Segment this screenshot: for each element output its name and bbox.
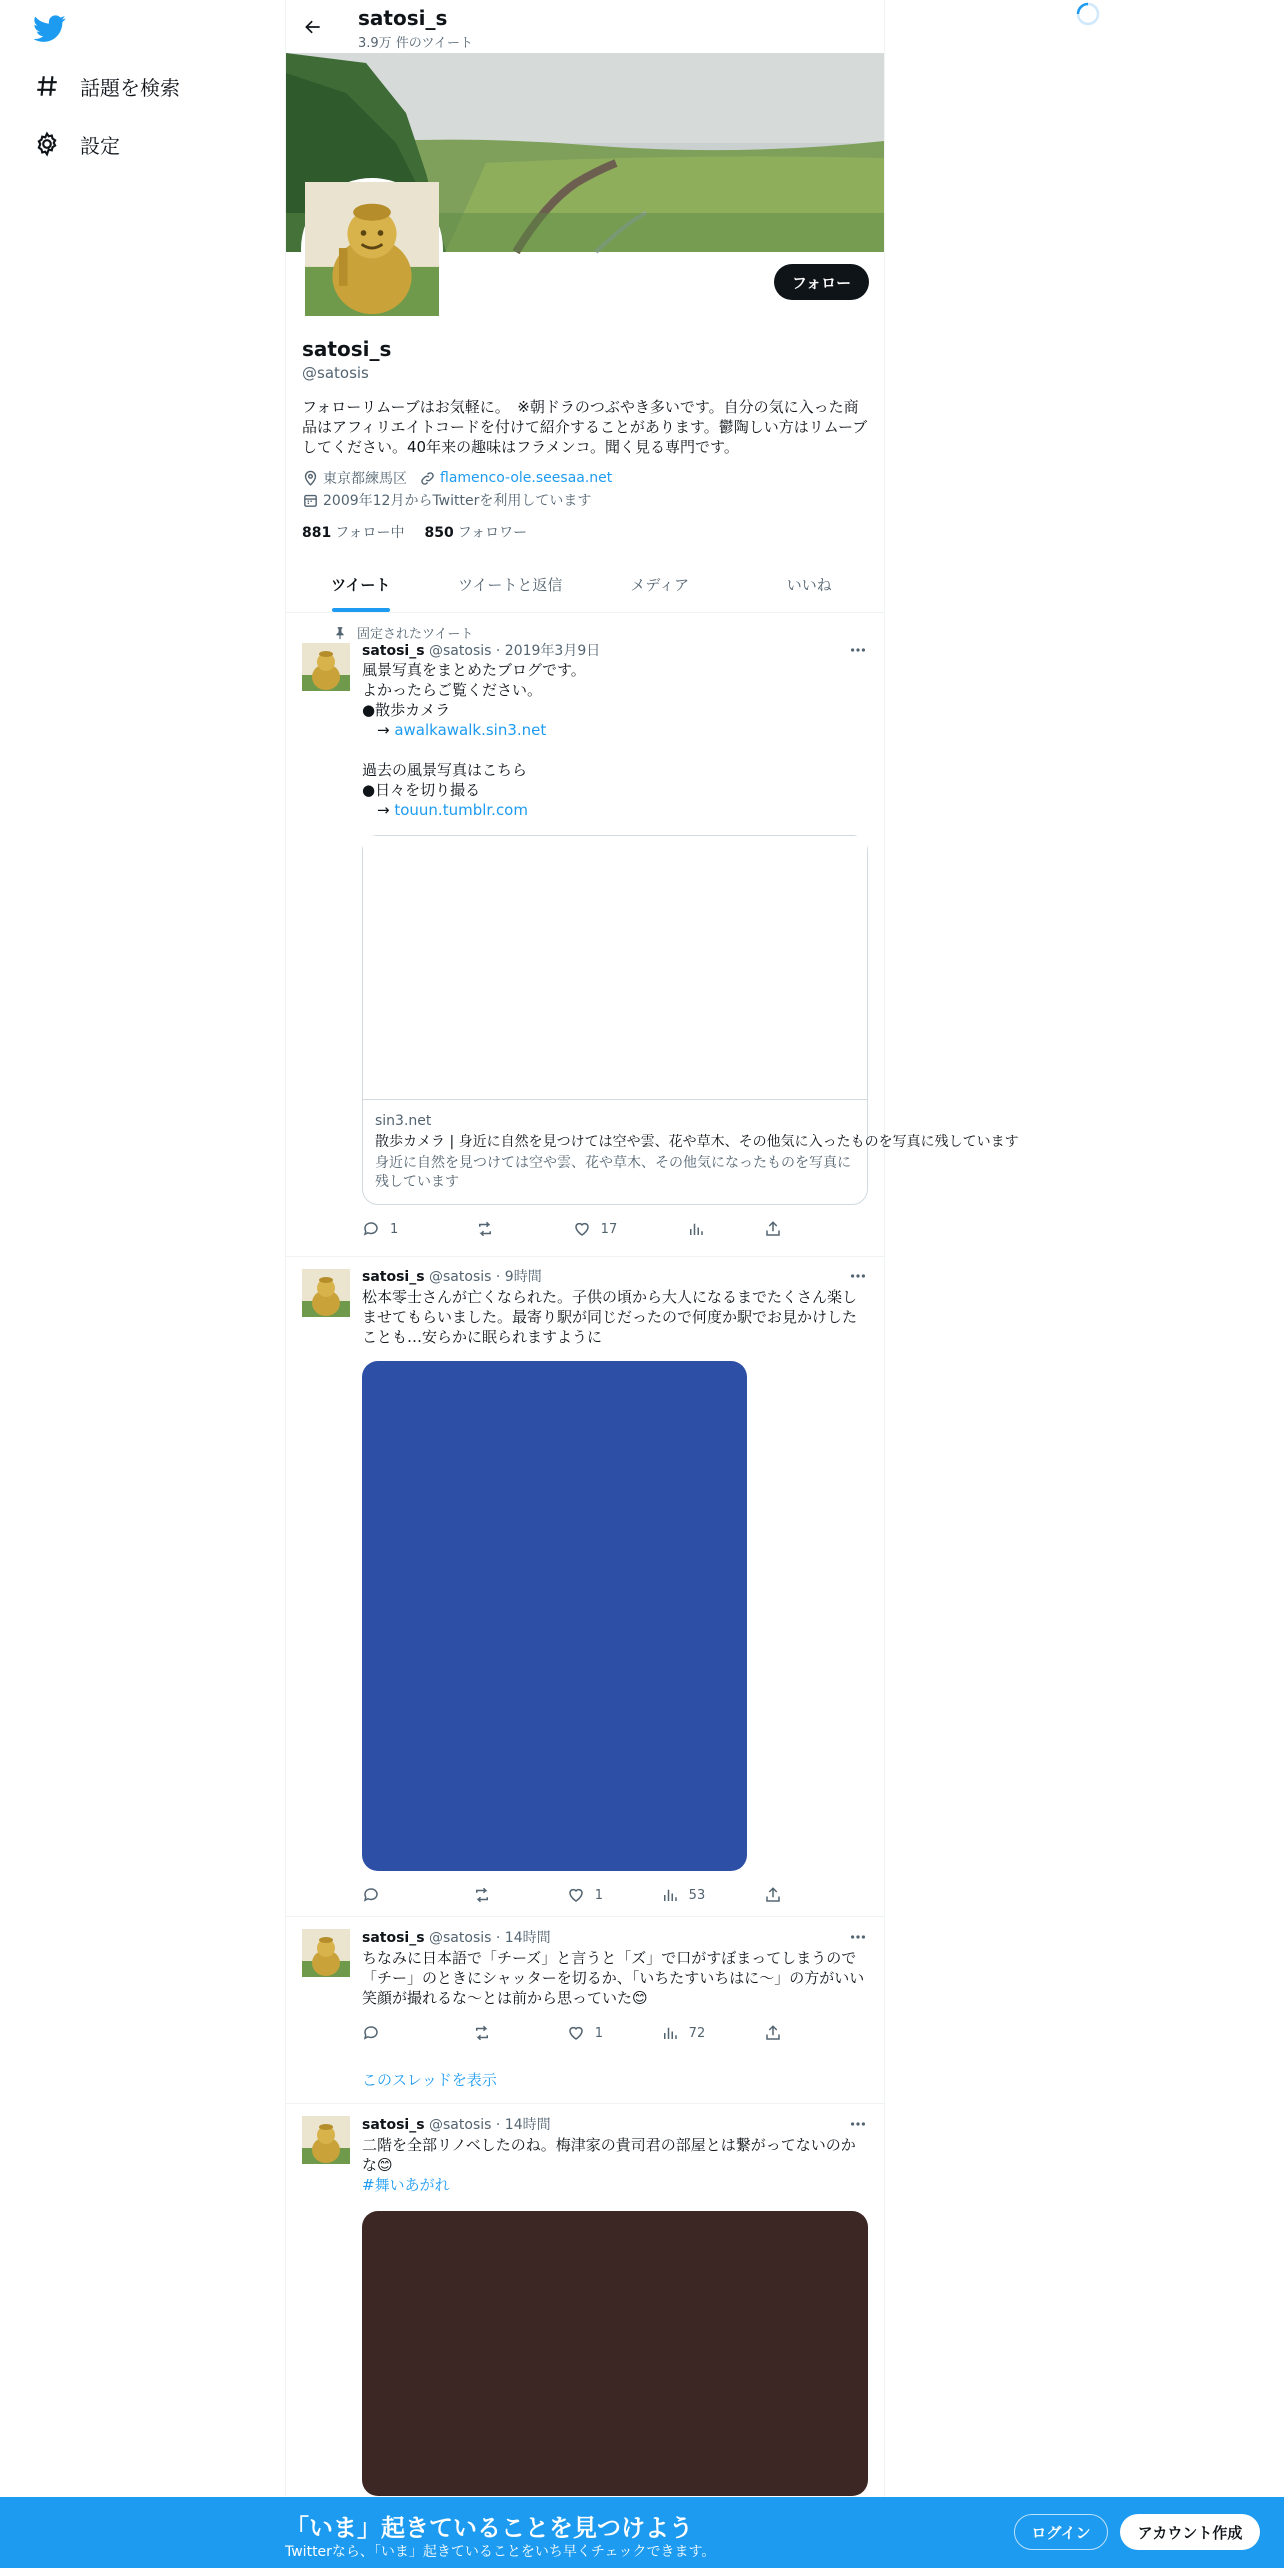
tweet-header: satosi_s @satosis · 9時間 [362, 1269, 542, 1285]
tweet-author-handle[interactable]: @satosis [429, 2117, 492, 2133]
more-options-icon[interactable] [848, 640, 868, 660]
link-icon [419, 470, 436, 487]
tweet-author-handle[interactable]: @satosis [429, 643, 492, 659]
tweet-text [362, 660, 870, 820]
bar-chart-icon [661, 1886, 679, 1904]
tweet-text-block [362, 2135, 870, 2195]
heart-icon [573, 1220, 591, 1238]
tweet-author-name[interactable]: satosi_s [362, 643, 425, 659]
tweet-actions [362, 1219, 792, 1239]
reply-icon [362, 2024, 380, 2042]
share-icon [764, 1886, 782, 1904]
signup-banner-title: 「いま」起きていることを見つけよう [285, 2514, 693, 2542]
tweet-header: satosi_s @satosis · 14時間 [362, 1930, 551, 1946]
retweet-button[interactable] [476, 1219, 573, 1239]
retweet-button[interactable] [473, 2023, 567, 2043]
following-label: フォロー中 [335, 525, 405, 541]
heart-icon [567, 2024, 585, 2042]
share-button[interactable] [764, 1219, 792, 1239]
spacer [362, 740, 870, 760]
profile-joined-text: 2009年12月からTwitterを利用しています [323, 493, 592, 509]
show-thread-link[interactable] [362, 2069, 497, 2090]
reply-button[interactable] [362, 2023, 473, 2043]
tweet-text: 二階を全部リノベしたのね。梅津家の貴司君の部屋とは繋がってないのかな😊 [362, 2136, 856, 2174]
calendar-icon [302, 492, 319, 509]
more-options-icon[interactable] [848, 2114, 868, 2134]
share-icon [764, 1220, 782, 1238]
nav-item-settings[interactable] [32, 124, 120, 164]
profile-handle: @satosis [302, 364, 369, 382]
tweet-actions [362, 2023, 792, 2043]
tweet-time[interactable]: 2019年3月9日 [504, 643, 601, 659]
nav-item-label: 話題を検索 [80, 75, 180, 100]
tweet-avatar[interactable] [302, 643, 350, 691]
tweet-link-line [362, 800, 870, 820]
back-arrow-icon[interactable] [298, 12, 328, 42]
tweet-line: よかったらご覧ください。 [362, 681, 543, 699]
like-count: 1 [594, 2025, 604, 2041]
profile-joined-item [302, 490, 591, 510]
more-options-icon[interactable] [848, 1266, 868, 1286]
like-count: 1 [594, 1887, 604, 1903]
retweet-icon [473, 2024, 491, 2042]
tweet-link-touun[interactable]: touun.tumblr.com [394, 801, 528, 819]
left-navigation [0, 0, 285, 2568]
followers-count: 850 [424, 525, 454, 541]
tweet-line: ●日々を切り撮る [362, 781, 481, 799]
login-button[interactable]: ログイン [1014, 2514, 1108, 2550]
reply-icon [362, 1886, 380, 1904]
hashtag-icon [32, 71, 62, 101]
tweet-text: ちなみに日本語で「チーズ」と言うと「ズ」で口がすぼまってしまうので「チー」のときにシャッターを切るか、「いちたすいちはに～」の方がいい笑顔が撮れるな～とは前から思っていた😊 [362, 1949, 865, 2007]
views-button[interactable] [687, 1219, 764, 1239]
like-button[interactable] [567, 1885, 661, 1905]
views-button[interactable] [661, 1885, 764, 1905]
tweet-link-line [362, 720, 870, 740]
more-options-icon[interactable] [848, 1927, 868, 1947]
signup-banner [0, 2497, 1284, 2568]
tweet-avatar[interactable] [302, 1929, 350, 1977]
tweet-text: 松本零士さんが亡くなられた。子供の頃から大人になるまでたくさん楽しませてもらいました。最寄り駅が同じだったので何度か駅でお見かけしたことも…安らかに眠られますように [362, 1288, 858, 1346]
tweet-actions [362, 1885, 792, 1905]
profile-tabs [286, 557, 884, 613]
tweet-time[interactable]: 9時間 [504, 1269, 542, 1285]
following-count: 881 [302, 525, 332, 541]
header-name: satosi_s [358, 6, 448, 30]
tweet[interactable] [286, 1917, 884, 2104]
bar-chart-icon [687, 1220, 705, 1238]
profile-meta-row [302, 468, 624, 488]
tweet-author-handle[interactable]: @satosis [429, 1269, 492, 1285]
retweet-icon [473, 1886, 491, 1904]
link-card-info [363, 1100, 1019, 1204]
profile-website [419, 470, 612, 487]
followers-stat[interactable] [425, 522, 528, 542]
tweet-pinned[interactable] [286, 613, 1019, 1257]
show-thread-text[interactable]: このスレッドを表示 [362, 2071, 497, 2089]
retweet-icon [476, 1220, 494, 1238]
link-card-domain: sin3.net [375, 1113, 432, 1129]
tweet-line: 風景写真をまとめたブログです。 [362, 661, 586, 679]
profile-location [302, 468, 407, 488]
tweet-link-awalkawalk[interactable]: awalkawalk.sin3.net [394, 721, 547, 739]
profile-stats [302, 522, 527, 542]
main-column [285, 0, 1019, 2500]
tweet-media-image[interactable] [362, 2211, 868, 2496]
following-stat[interactable] [302, 522, 405, 542]
views-button[interactable] [661, 2023, 764, 2043]
tweet-author-name[interactable]: satosi_s [362, 1930, 425, 1946]
header-tweet-count: 3.9万 件のツイート [358, 36, 473, 51]
tweet-avatar[interactable] [302, 2116, 350, 2164]
link-card-description: 身近に自然を見つけては空や雲、花や草木、その他気になったものを写真に残しています [375, 1155, 851, 1190]
profile-avatar[interactable] [301, 178, 443, 320]
arrow-prefix: → [362, 721, 395, 739]
like-count: 17 [600, 1221, 618, 1237]
arrow-prefix: → [362, 801, 395, 819]
like-button[interactable] [567, 2023, 661, 2043]
view-count: 72 [688, 2025, 706, 2041]
heart-icon [567, 1886, 585, 1904]
signup-banner-subtitle: Twitterなら、「いま」起きていることをいち早くチェックできます。 [285, 2544, 716, 2560]
reply-count: 1 [390, 1221, 399, 1237]
hashtag-link[interactable]: #舞いあがれ [362, 2176, 450, 2194]
profile-location-text: 東京都練馬区 [323, 471, 407, 487]
share-button[interactable] [764, 1885, 792, 1905]
gear-icon [32, 129, 62, 159]
profile-bio: フォローリムーブはお気軽に。 ※朝ドラのつぶやき多いです。自分の気に入った商品はアフィリエイトコードを付けて紹介することがあります。鬱陶しい方はリムーブしてください。40年来の趣味はフラメンコ。聞く見る専門です。 [302, 398, 868, 456]
pinned-label: 固定されたツイート [357, 627, 474, 642]
share-button[interactable] [764, 2023, 792, 2043]
tweet-author-handle[interactable]: @satosis [429, 1930, 492, 1946]
tab-media[interactable]: メディア [630, 576, 690, 594]
tab-tweets-and-replies[interactable]: ツイートと返信 [458, 576, 563, 594]
tweet-hashtag [362, 2175, 870, 2195]
profile-header-bar [286, 0, 884, 53]
view-count: 53 [688, 1887, 706, 1903]
tweet-time[interactable]: 14時間 [504, 2117, 551, 2133]
tab-likes[interactable]: いいね [786, 576, 832, 594]
location-pin-icon [302, 470, 319, 487]
like-button[interactable] [573, 1219, 687, 1239]
tweet-author-name[interactable]: satosi_s [362, 2117, 425, 2133]
reply-button[interactable] [362, 1885, 473, 1905]
link-card-title: 散歩カメラ | 身近に自然を見つけては空や雲、花や草木、その他気に入ったものを写真に残しています [375, 1134, 1019, 1150]
link-card-image [363, 836, 867, 1100]
profile-name: satosi_s [302, 337, 392, 361]
tweet-line: ●散歩カメラ [362, 701, 451, 719]
tweet[interactable] [286, 1257, 884, 1917]
follow-button[interactable]: フォロー [774, 264, 869, 300]
tweet-header: satosi_s @satosis · 2019年3月9日 [362, 643, 601, 659]
retweet-button[interactable] [473, 1885, 567, 1905]
loading-spinner-icon [1076, 2, 1100, 26]
twitter-bird-icon[interactable] [32, 12, 66, 46]
link-card[interactable] [362, 835, 1019, 1205]
reply-icon [362, 1220, 380, 1238]
tweet-media-image[interactable] [362, 1361, 747, 1871]
bar-chart-icon [661, 2024, 679, 2042]
followers-label: フォロワー [457, 525, 528, 541]
signup-button[interactable]: アカウント作成 [1120, 2514, 1260, 2550]
nav-item-explore[interactable] [32, 66, 180, 106]
tweet-author-name[interactable]: satosi_s [362, 1269, 425, 1285]
tweet-avatar[interactable] [302, 1269, 350, 1317]
tweet-line: 過去の風景写真はこちら [362, 761, 528, 779]
profile-joined [302, 490, 603, 510]
tweet[interactable] [286, 2104, 884, 2500]
profile-website-link[interactable]: flamenco-ole.seesaa.net [440, 470, 613, 486]
tab-tweets[interactable]: ツイート [286, 557, 436, 612]
nav-item-label: 設定 [80, 133, 120, 158]
tweet-header: satosi_s @satosis · 14時間 [362, 2117, 551, 2133]
tweet-time[interactable]: 14時間 [504, 1930, 551, 1946]
pin-icon [333, 626, 347, 640]
reply-button[interactable] [362, 1219, 476, 1239]
share-icon [764, 2024, 782, 2042]
